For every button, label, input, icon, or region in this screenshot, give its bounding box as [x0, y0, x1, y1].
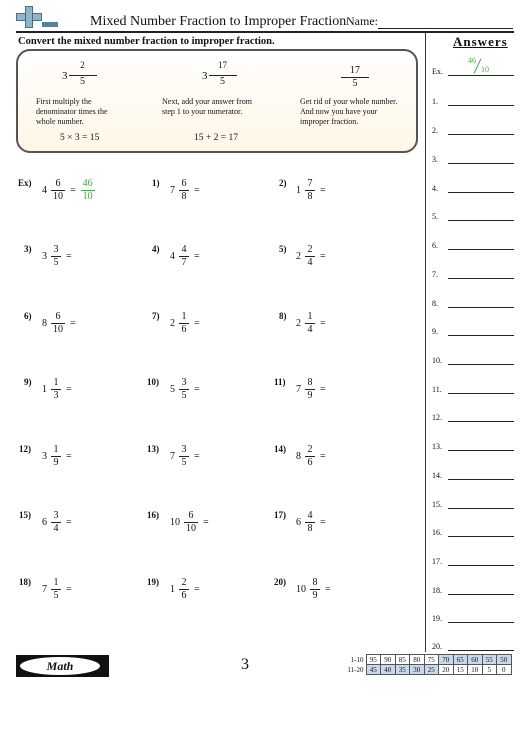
- denominator: 4: [305, 256, 315, 269]
- numerator: 1: [53, 577, 59, 588]
- denominator: 6: [305, 456, 315, 469]
- numerator: 3: [181, 444, 187, 455]
- score-cell: 5: [482, 665, 497, 675]
- score-cell: 70: [439, 655, 454, 665]
- equals-sign: =: [320, 451, 326, 462]
- step3-numerator: 17: [350, 65, 360, 76]
- score-row-label: 1-10: [350, 655, 364, 664]
- equals-sign: =: [66, 451, 72, 462]
- answer-label: 17.: [432, 557, 442, 566]
- equals-sign: =: [320, 517, 326, 528]
- problem-label: 16): [147, 510, 159, 520]
- score-cell: 10: [468, 665, 483, 675]
- answer-label: 16.: [432, 528, 442, 537]
- problem-10: [170, 377, 200, 402]
- step2-mixed-number: [202, 60, 237, 88]
- answer-row[interactable]: [432, 294, 522, 312]
- problem-label: 20): [274, 577, 286, 587]
- answer-row[interactable]: [432, 437, 522, 455]
- score-cell: 15: [453, 665, 468, 675]
- header-rule: [16, 31, 514, 33]
- answer-row[interactable]: [432, 92, 522, 110]
- whole-number: 1: [170, 584, 175, 595]
- equals-sign: =: [194, 251, 200, 262]
- answer-label: 3.: [432, 155, 438, 164]
- answer-row[interactable]: [432, 351, 522, 369]
- name-field[interactable]: [378, 28, 513, 29]
- answer-row[interactable]: [432, 150, 522, 168]
- whole-number: 10: [170, 517, 180, 528]
- answer-line[interactable]: [448, 393, 514, 394]
- answer-label: 19.: [432, 614, 442, 623]
- equals-sign: =: [66, 384, 72, 395]
- problem-label: 10): [147, 377, 159, 387]
- equals-sign: =: [320, 318, 326, 329]
- answer-label: 12.: [432, 413, 442, 422]
- problem-label: 5): [279, 244, 287, 254]
- answer-line[interactable]: [448, 307, 514, 308]
- score-cell: 45: [366, 665, 381, 675]
- score-row: [340, 655, 511, 665]
- problem-label: 2): [279, 178, 287, 188]
- example-answer-numerator: 46: [468, 56, 476, 65]
- equals-sign: =: [320, 185, 326, 196]
- problem-label: 11): [274, 377, 286, 387]
- whole-number: 1: [296, 185, 301, 196]
- denominator: 8: [305, 522, 315, 535]
- answer-line[interactable]: [448, 105, 514, 106]
- numerator: 1: [53, 377, 59, 388]
- whole-number: 6: [42, 517, 47, 528]
- step3-fraction: [341, 65, 369, 90]
- answer-column-divider: [425, 31, 426, 652]
- score-cell: 95: [366, 655, 381, 665]
- score-cell: 75: [424, 655, 439, 665]
- page-number: 3: [241, 656, 249, 673]
- step2-text-line1: Next, add your answer from: [162, 97, 252, 106]
- numerator: 2: [307, 444, 313, 455]
- answer-line[interactable]: [448, 192, 514, 193]
- numerator: 4: [181, 244, 187, 255]
- problem-20: [296, 577, 331, 602]
- answer-row[interactable]: [432, 179, 522, 197]
- problem-16: [170, 510, 209, 535]
- denominator: 10: [53, 191, 63, 202]
- score-cell: 85: [395, 655, 410, 665]
- equals-sign: =: [320, 251, 326, 262]
- score-row: [340, 665, 511, 675]
- whole-number: 7: [170, 185, 175, 196]
- numerator: 1: [307, 311, 313, 322]
- denominator: 6: [179, 589, 189, 602]
- example-answer-numerator-inline: 46: [82, 178, 93, 189]
- whole-number: 4: [42, 185, 47, 196]
- denominator: 7: [179, 256, 189, 269]
- problem-19: [170, 577, 200, 602]
- answer-line[interactable]: [448, 249, 514, 250]
- answer-row[interactable]: [432, 265, 522, 283]
- problem-label: 14): [274, 444, 286, 454]
- score-row-label: 11-20: [347, 665, 364, 674]
- equals-sign: =: [325, 584, 331, 595]
- step3-text-line1: Get rid of your whole number.: [300, 97, 398, 106]
- problem-2: [296, 178, 326, 203]
- answer-label: 4.: [432, 184, 438, 193]
- numerator: 1: [181, 311, 187, 322]
- score-cell: 35: [395, 665, 410, 675]
- equals-sign: =: [194, 584, 200, 595]
- whole-number: 7: [42, 584, 47, 595]
- score-table: [340, 654, 512, 675]
- whole-number: 7: [296, 384, 301, 395]
- score-cell: 55: [482, 655, 497, 665]
- whole-number: 6: [296, 517, 301, 528]
- score-cell: 65: [453, 655, 468, 665]
- denominator: 4: [51, 522, 61, 535]
- answer-line[interactable]: [448, 650, 514, 651]
- answers-title: Answers: [453, 34, 508, 49]
- whole-number: 4: [170, 251, 175, 262]
- answer-label: 7.: [432, 270, 438, 279]
- answer-line[interactable]: [448, 536, 514, 537]
- problem-label: 7): [152, 311, 160, 321]
- problem-label-example: Ex): [18, 178, 32, 188]
- equals-sign: =: [66, 517, 72, 528]
- answer-line[interactable]: [448, 565, 514, 566]
- example-answer-denominator: 10: [481, 65, 489, 74]
- equals-sign: =: [194, 384, 200, 395]
- instructions: Convert the mixed number fraction to improper fraction.: [18, 36, 275, 47]
- example-box: [16, 49, 418, 153]
- equals-sign: =: [203, 517, 209, 528]
- whole-number: 1: [42, 384, 47, 395]
- problem-11: [296, 377, 326, 402]
- whole-number: 10: [296, 584, 306, 595]
- answer-row[interactable]: [432, 466, 522, 484]
- denominator: 9: [51, 456, 61, 469]
- problem-6: [42, 311, 76, 336]
- answer-line[interactable]: [448, 134, 514, 135]
- answer-row[interactable]: [432, 523, 522, 541]
- problem-15: [42, 510, 72, 535]
- denominator: 8: [305, 190, 315, 203]
- answer-row[interactable]: [432, 380, 522, 398]
- equals-sign: =: [194, 318, 200, 329]
- answer-label: 6.: [432, 241, 438, 250]
- plus-sign-logo-icon: [16, 6, 46, 32]
- problem-label: 9): [24, 377, 32, 387]
- answer-label: Ex.: [432, 67, 443, 76]
- answer-row[interactable]: [432, 581, 522, 599]
- step1-whole: 3: [62, 69, 68, 82]
- score-cell: 60: [468, 655, 483, 665]
- whole-number: 2: [296, 251, 301, 262]
- answer-label: 20.: [432, 642, 442, 651]
- whole-number: 8: [296, 451, 301, 462]
- numerator: 7: [307, 178, 313, 189]
- math-badge-label: Math: [46, 659, 74, 673]
- problem-12: [42, 444, 72, 469]
- problem-label: 19): [147, 577, 159, 587]
- problem-5: [296, 244, 326, 269]
- answer-row[interactable]: [432, 637, 522, 655]
- step1-numerator: 2: [80, 60, 85, 70]
- equals-sign: =: [194, 185, 200, 196]
- answer-row[interactable]: [432, 121, 522, 139]
- equals-sign: =: [66, 584, 72, 595]
- numerator: 2: [181, 577, 187, 588]
- equals-sign: =: [320, 384, 326, 395]
- denominator: 9: [305, 389, 315, 402]
- problem-13: [170, 444, 200, 469]
- answer-label: 15.: [432, 500, 442, 509]
- answer-row[interactable]: [432, 322, 522, 340]
- answer-line[interactable]: [448, 163, 514, 164]
- example-answer: [468, 56, 496, 78]
- answer-line[interactable]: [448, 278, 514, 279]
- denominator: 6: [179, 323, 189, 336]
- problem-label: 1): [152, 178, 160, 188]
- score-cell: 0: [497, 665, 512, 675]
- denominator: 5: [51, 589, 61, 602]
- step1-denominator: 5: [69, 75, 97, 88]
- problem-label: 3): [24, 244, 32, 254]
- denominator: 9: [310, 589, 320, 602]
- answer-line[interactable]: [448, 479, 514, 480]
- denominator: 5: [179, 456, 189, 469]
- score-cell: 50: [497, 655, 512, 665]
- step3-text-line3: improper fraction.: [300, 117, 359, 126]
- equals-sign: =: [194, 451, 200, 462]
- step2-text-line2: step 1 to your numerator.: [162, 107, 243, 116]
- answer-row[interactable]: [432, 495, 522, 513]
- equals-sign: =: [70, 185, 76, 196]
- answer-line[interactable]: [448, 335, 514, 336]
- denominator: 8: [179, 190, 189, 203]
- problem-4: [170, 244, 200, 269]
- whole-number: 3: [42, 251, 47, 262]
- problem-18: [42, 577, 72, 602]
- score-cell: 30: [410, 665, 425, 675]
- numerator: 6: [55, 311, 61, 322]
- problem-9: [42, 377, 72, 402]
- answer-label: 11.: [432, 385, 442, 394]
- denominator: 5: [179, 389, 189, 402]
- answer-line[interactable]: [448, 594, 514, 595]
- answer-label: 5.: [432, 212, 438, 221]
- numerator: 8: [307, 377, 313, 388]
- problem-label: 17): [274, 510, 286, 520]
- answer-line[interactable]: [448, 450, 514, 451]
- answer-line[interactable]: [448, 364, 514, 365]
- problem-1: [170, 178, 200, 203]
- answer-row[interactable]: [432, 408, 522, 426]
- whole-number: 5: [170, 384, 175, 395]
- problem-label: 12): [19, 444, 31, 454]
- step3-denominator: 5: [341, 77, 369, 90]
- answer-label: 14.: [432, 471, 442, 480]
- numerator: 6: [181, 178, 187, 189]
- answer-label: 18.: [432, 586, 442, 595]
- denominator: 4: [305, 323, 315, 336]
- whole-number: 7: [170, 451, 175, 462]
- score-cell: 40: [381, 665, 396, 675]
- problem-7: [170, 311, 200, 336]
- problem-example: [42, 178, 95, 203]
- answer-line[interactable]: [448, 622, 514, 623]
- whole-number: 8: [42, 318, 47, 329]
- answer-label: 2.: [432, 126, 438, 135]
- step1-text-line2: denominator times the: [36, 107, 108, 116]
- name-label: Name:: [346, 14, 378, 28]
- step1-text-line1: First multiply the: [36, 97, 92, 106]
- problem-8: [296, 311, 326, 336]
- step1-equation: 5 × 3 = 15: [60, 133, 100, 143]
- problem-label: 6): [24, 311, 32, 321]
- answer-row[interactable]: [432, 609, 522, 627]
- problem-label: 8): [279, 311, 287, 321]
- problem-17: [296, 510, 326, 535]
- numerator: 4: [307, 510, 313, 521]
- denominator: 10: [186, 523, 196, 534]
- step2-numerator: 17: [218, 60, 227, 70]
- problem-3: [42, 244, 72, 269]
- score-cell: 80: [410, 655, 425, 665]
- numerator: 6: [188, 510, 194, 521]
- answer-label: 9.: [432, 327, 438, 336]
- math-badge: [16, 655, 109, 677]
- denominator: 10: [53, 324, 63, 335]
- answer-row[interactable]: [432, 552, 522, 570]
- answer-label: 8.: [432, 299, 438, 308]
- answer-row[interactable]: [432, 207, 522, 225]
- numerator: 3: [181, 377, 187, 388]
- step1-text-line3: whole number.: [36, 117, 84, 126]
- answer-line[interactable]: [448, 220, 514, 221]
- step2-denominator: 5: [209, 75, 237, 88]
- whole-number: 2: [296, 318, 301, 329]
- problem-label: 13): [147, 444, 159, 454]
- answer-line[interactable]: [448, 508, 514, 509]
- whole-number: 2: [170, 318, 175, 329]
- problem-14: [296, 444, 326, 469]
- score-cell: 20: [439, 665, 454, 675]
- answer-line[interactable]: [448, 421, 514, 422]
- equals-sign: =: [70, 318, 76, 329]
- numerator: 1: [53, 444, 59, 455]
- numerator: 3: [53, 510, 59, 521]
- numerator: 6: [55, 178, 61, 189]
- worksheet-title: Mixed Number Fraction to Improper Fraction: [90, 14, 347, 29]
- answer-label: 1.: [432, 97, 438, 106]
- problem-label: 18): [19, 577, 31, 587]
- whole-number: 3: [42, 451, 47, 462]
- denominator: 3: [51, 389, 61, 402]
- numerator: 3: [53, 244, 59, 255]
- step2-equation: 15 + 2 = 17: [194, 133, 238, 143]
- equals-sign: =: [66, 251, 72, 262]
- numerator: 2: [307, 244, 313, 255]
- step3-text-line2: And now you have your: [300, 107, 378, 116]
- score-cell: 25: [424, 665, 439, 675]
- denominator: 5: [51, 256, 61, 269]
- step1-mixed-number: [62, 60, 97, 88]
- score-cell: 90: [381, 655, 396, 665]
- answer-label: 13.: [432, 442, 442, 451]
- answer-label: 10.: [432, 356, 442, 365]
- problem-label: 4): [152, 244, 160, 254]
- step2-whole: 3: [202, 69, 208, 82]
- numerator: 8: [312, 577, 318, 588]
- example-answer-denominator-inline: 10: [82, 191, 93, 202]
- answer-row[interactable]: [432, 236, 522, 254]
- problem-label: 15): [19, 510, 31, 520]
